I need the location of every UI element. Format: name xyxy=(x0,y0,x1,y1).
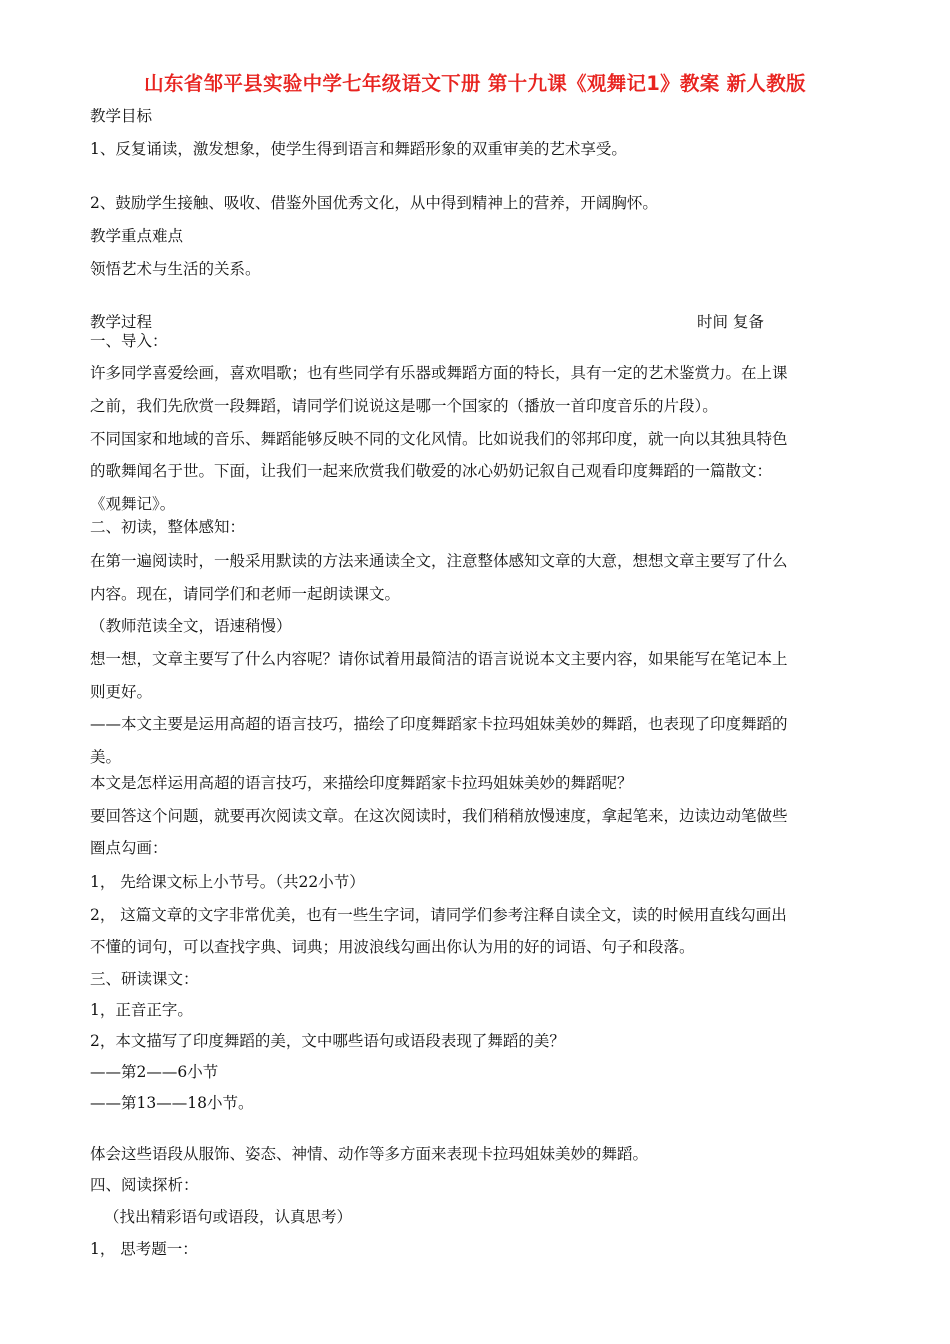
paragraph-line: 圈点勾画： xyxy=(90,839,168,857)
list-item: 1， 先给课文标上小节号。（共22小节） xyxy=(90,873,365,891)
paragraph-line: 要回答这个问题，就要再次阅读文章。在这次阅读时，我们稍稍放慢速度，拿起笔来，边读边动笔做些 xyxy=(90,807,788,825)
paragraph-line: ——第13——18小节。 xyxy=(90,1094,254,1112)
paragraph-line: 《观舞记》。 xyxy=(90,495,176,513)
paragraph-line: 不同国家和地域的音乐、舞蹈能够反映不同的文化风情。比如说我们的邻邦印度，就一向以其独具特色 xyxy=(90,430,788,448)
paragraph-line: 2、鼓励学生接触、吸收、借鉴外国优秀文化，从中得到精神上的营养，开阔胸怀。 xyxy=(90,194,658,212)
list-item: 1， 思考题一： xyxy=(90,1240,198,1258)
list-item: 2，本文描写了印度舞蹈的美，文中哪些语句或语段表现了舞蹈的美？ xyxy=(90,1032,565,1050)
paragraph-line: 则更好。 xyxy=(90,683,153,701)
section-heading: 一、导入： xyxy=(90,332,168,350)
paragraph-line: ——第2——6小节 xyxy=(90,1063,219,1081)
list-item: 2， 这篇文章的文字非常优美，也有一些生字词，请同学们参考注释自读全文，读的时候用直线勾画出 xyxy=(90,906,787,924)
list-item: 1，正音正字。 xyxy=(90,1001,193,1019)
paragraph-line: 内容。现在，请同学们和老师一起朗读课文。 xyxy=(90,585,401,603)
paragraph-line: 许多同学喜爱绘画，喜欢唱歌；也有些同学有乐器或舞蹈方面的特长，具有一定的艺术鉴赏力。在上课 xyxy=(90,364,788,382)
heading-teaching-goals: 教学目标 xyxy=(90,107,153,125)
paragraph-line: 在第一遍阅读时，一般采用默读的方法来通读全文，注意整体感知文章的大意，想想文章主要写了什么 xyxy=(90,552,788,570)
paragraph-line: 的歌舞闻名于世。下面，让我们一起来欣赏我们敬爱的冰心奶奶记叙自己观看印度舞蹈的一篇散文： xyxy=(90,462,773,480)
paragraph-line: 美。 xyxy=(90,748,122,766)
document-title: 山东省邹平县实验中学七年级语文下册 第十九课《观舞记1》教案 新人教版 xyxy=(144,72,806,95)
paragraph-line: （找出精彩语句或语段，认真思考） xyxy=(104,1208,353,1226)
paragraph-line: 体会这些语段从服饰、姿态、神情、动作等多方面来表现卡拉玛姐妹美妙的舞蹈。 xyxy=(90,1145,649,1163)
paragraph-line: 本文是怎样运用高超的语言技巧，来描绘印度舞蹈家卡拉玛姐妹美妙的舞蹈呢？ xyxy=(90,774,633,792)
paragraph-line: 之前，我们先欣赏一段舞蹈，请同学们说说这是哪一个国家的（播放一首印度音乐的片段）。 xyxy=(90,397,718,415)
heading-key-points: 教学重点难点 xyxy=(90,227,184,245)
heading-teaching-process: 教学过程 xyxy=(90,313,153,331)
paragraph-line: 1、反复诵读，激发想象，使学生得到语言和舞蹈形象的双重审美的艺术享受。 xyxy=(90,140,627,158)
paragraph-line: 领悟艺术与生活的关系。 xyxy=(90,260,261,278)
section-heading: 四、阅读探析： xyxy=(90,1176,199,1194)
paragraph-line: （教师范读全文，语速稍慢） xyxy=(90,617,292,635)
paragraph-line: 不懂的词句，可以查找字典、词典；用波浪线勾画出你认为用的好的词语、句子和段落。 xyxy=(90,938,695,956)
section-heading: 三、研读课文： xyxy=(90,970,199,988)
paragraph-line: 想一想，文章主要写了什么内容呢？请你试着用最简洁的语言说说本文主要内容，如果能写在笔记本上 xyxy=(90,650,788,668)
side-column-label: 时间 复备 xyxy=(697,313,764,331)
paragraph-line: ——本文主要是运用高超的语言技巧，描绘了印度舞蹈家卡拉玛姐妹美妙的舞蹈，也表现了印度舞蹈的 xyxy=(90,715,788,733)
section-heading: 二、初读，整体感知： xyxy=(90,518,246,536)
